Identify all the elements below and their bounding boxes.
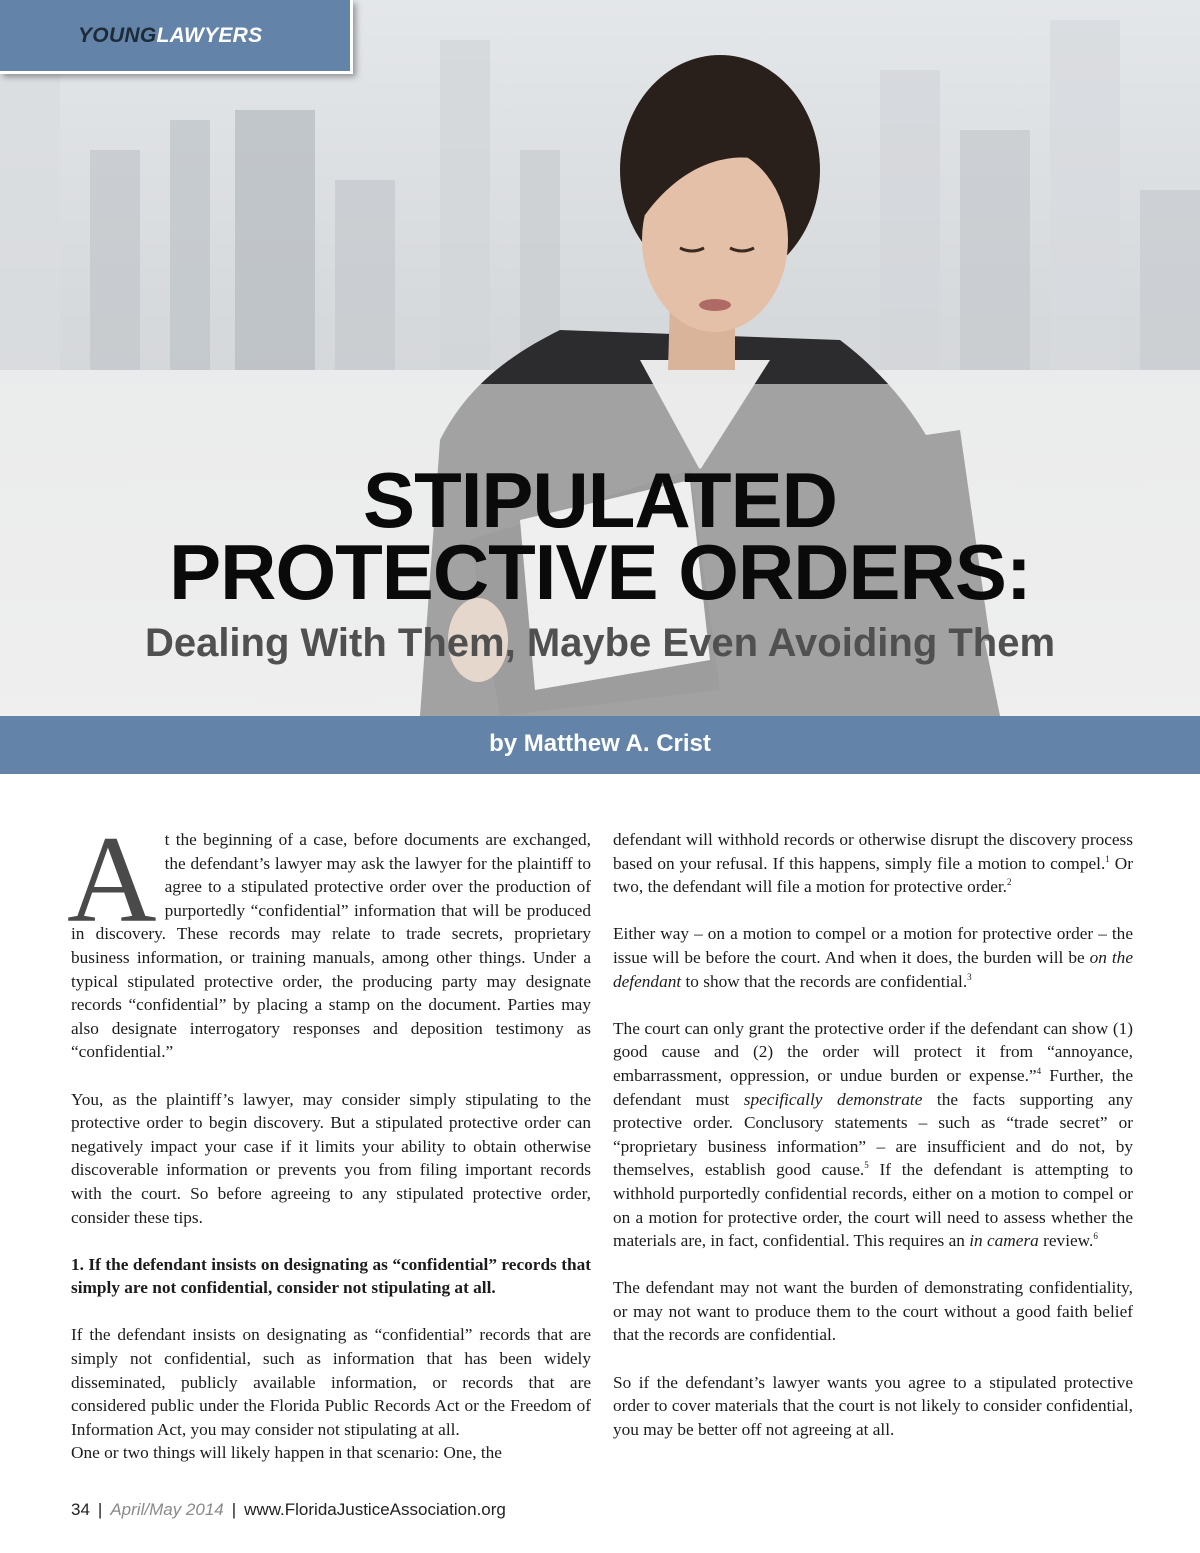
article-paragraph [67,811,591,1064]
page-footer [71,1500,506,1520]
article-column-right [613,828,1133,1465]
paragraph-text: the facts supporting any protective order. Conclusory statements – such as “trade secret” or “proprietary business information” – are insufficient and do not, by themselves, establish good cause. [613,1089,1133,1180]
article-paragraph [613,922,1133,993]
paragraph-text: to show that the records are confidential. [681,971,968,991]
footer-separator: | [97,1500,103,1519]
paragraph-text: defendant will withhold records or otherwise disrupt the discovery process based on your refusal. If this happens, simply file a motion to compel. [613,830,1133,873]
emphasis-text: specifically demonstrate [743,1089,923,1109]
website-link[interactable]: www.FloridaJusticeAssociation.org [244,1500,506,1519]
paragraph-text: review. [1038,1231,1094,1251]
footnote-marker: 2 [1006,877,1012,888]
author-byline: by Matthew A. Crist [489,730,711,757]
article-paragraph: You, as the plaintiff’s lawyer, may consider simply stipulating to the protective order to begin discovery. But a stipulated protective order can negatively impact your case if it limits your ability to obtain otherwise discoverable information or prevents you from filing important records with the court. So before agreeing to any stipulated protective order, consider these tips. [71,1089,591,1227]
article-subtitle: Dealing With Them, Maybe Even Avoiding Them [144,621,1056,665]
paragraph-text: If the defendant is attempting to withhold purportedly confidential records, either on a motion to compel or on a motion for protective order, the court will need to assess whether the materials are, in fact, confidential. This requires an [613,1160,1133,1251]
issue-date: April/May 2014 [110,1500,224,1519]
paragraph-text: Or two, the defendant will file a motion for protective order. [613,853,1133,897]
footnote-marker: 4 [1036,1066,1042,1077]
page-number: 34 [71,1500,90,1519]
paragraph-text: The court can only grant the protective order if the defendant can show (1) good cause and (2) the order will protect it from “annoyance, embarrassment, oppression, or undue burden or expense.” [613,1018,1133,1085]
section-heading: 1. If the defendant insists on designating as “confidential” records that simply are not confidential, consider not stipulating at all. [71,1254,591,1298]
footnote-marker: 6 [1093,1231,1098,1242]
article-title-line2: PROTECTIVE ORDERS: [169,528,1031,616]
article-paragraph: If the defendant insists on designating as “confidential” records that are simply not confidential, such as information that has been widely disseminated, publicly available information, or records that are considered public under the Florida Public Records Act or the Freedom of Information Act, you may consider not stipulating at all. [71,1325,591,1439]
footnote-marker: 3 [967,971,972,982]
section-label [78,24,262,48]
article-column-left [67,811,591,1465]
paragraph-text: Either way – on a motion to compel or a motion for protective order – the issue will be before the court. And when it does, the burden will be [613,924,1133,967]
hero-image [0,0,1200,716]
paragraph-text: t the beginning of a case, before documents are exchanged, the defendant’s lawyer may ask the lawyer for the plaintiff to agree to a stipulated protective order over the production of purportedly “confidential” information that will be produced in discovery. These records may relate to trade secrets, proprietary business information, or training manuals, among other things. Under a typical stipulated protective order, the producing party may designate records “confidential” by placing a stamp on the document. Parties may also designate interrogatory responses and deposition testimony as “confidential.” [71,830,591,1062]
article-paragraph: One or two things will likely happen in that scenario: One, the [71,1443,502,1463]
emphasis-text: in camera [969,1231,1039,1251]
footnote-marker: 1 [1105,853,1110,864]
footer-separator: | [231,1500,237,1519]
section-label-young: YOUNG [78,24,157,47]
article-paragraph: So if the defendant’s lawyer wants you agree to a stipulated protective order to cover materials that the court is not likely to consider confidential, you may be better off not agreeing at all. [613,1372,1133,1439]
section-tab [0,0,353,74]
article-title-line1: STIPULATED [363,456,837,544]
article-paragraph [613,828,1133,899]
drop-cap: A [67,811,157,948]
byline-bar [0,716,1200,774]
paragraph-text: Further, the defendant must [613,1065,1133,1109]
article-paragraph: The defendant may not want the burden of demonstrating confidentiality, or may not want to produce them to the court without a good faith belief that the records are confidential. [613,1278,1133,1345]
footnote-marker: 5 [864,1160,869,1171]
article-paragraph [613,1017,1133,1253]
section-label-lawyers: LAWYERS [156,24,263,47]
emphasis-text: on the defendant [613,947,1133,991]
